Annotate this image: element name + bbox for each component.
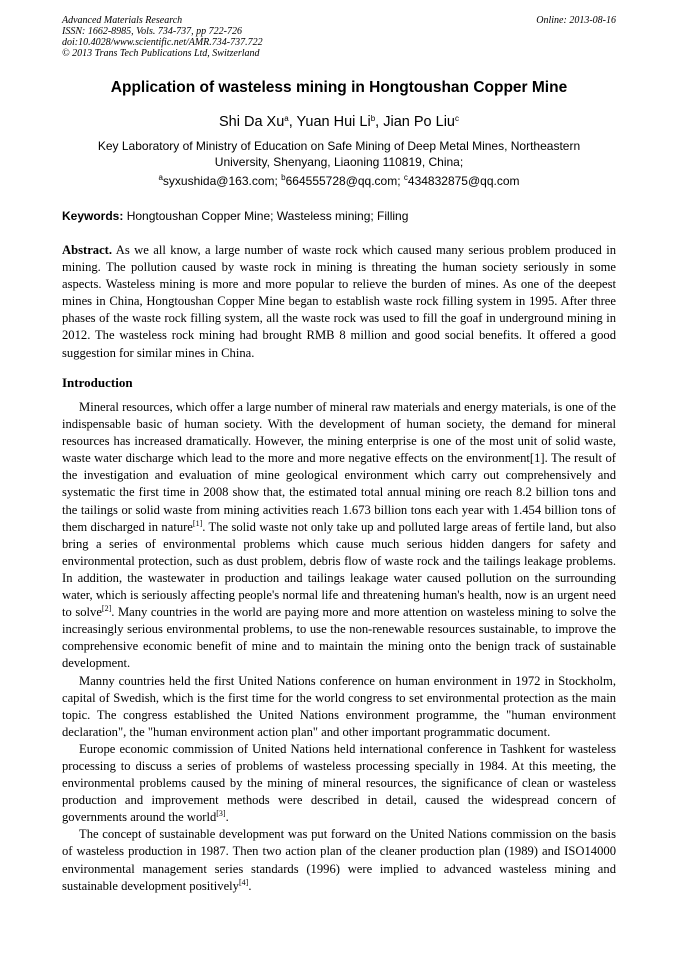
abstract	[62, 242, 616, 362]
citation[interactable]: [1]	[192, 518, 203, 528]
keywords-text: Hongtoushan Copper Mine; Wasteless mining; Filling	[126, 209, 409, 223]
paragraph-text: The concept of sustainable development was put forward on the United Nations commission on the basis of wasteless production in 1987. Then two action plan of the cleaner production plan (1989) and ISO14000 environmental management series standards (1996) were implied to advanced wasteless mining and sustainable development positively	[62, 827, 616, 893]
section-heading: Introduction	[62, 375, 133, 390]
email-address[interactable]: syxushida@163.com;	[162, 174, 278, 188]
author-mark: b	[370, 114, 376, 123]
author-mark: a	[284, 114, 289, 123]
email-address[interactable]: 664555728@qq.com;	[285, 174, 401, 188]
paragraph	[62, 826, 616, 894]
paragraph: Manny countries held the first United Nations conference on human environment in 1972 in Stockholm, capital of Swedish, which is the first time for the world congress to set environmental protection as the main topic. The congress established the United Nations environment programme, the "human environment declaration", the "human environment action plan" and other important programmatic document.	[62, 673, 616, 739]
journal-name: Advanced Materials Research	[62, 15, 183, 26]
paragraph-text: .	[248, 878, 252, 893]
author-list: Shi Da Xu$^a$, Yuan Hui Li$^b$, Jian Po Liu$^c$	[219, 114, 459, 130]
paragraph	[62, 399, 616, 673]
paper-title: Application of wasteless mining in Hongtoushan Copper Mine	[110, 79, 568, 96]
paragraph-text: Mineral resources, which offer a large number of mineral raw materials and energy materials, is one of the indispensable basic of human society. With the development of human society, the demand for mineral resources has increased dramatically. However, the mining enterprise is one of the most unit of solid waste, waste water discharge which lead to the more and more negative effects on the environment[1]. The result of the investigation and evaluation of mine geological environment which carry out comprehensively and systematic the first time in 2008 show that, the estimated total annual mining ore reach 8.2 billion tons and the tailings or solid waste from mining activities reach 1.673 billion tons each year with 1.454 billion tons of them discharged in nature	[62, 400, 616, 534]
abstract-label: Abstract.	[62, 243, 113, 257]
citation[interactable]: [3]	[216, 809, 226, 819]
abstract-text: As we all know, a large number of waste rock which caused many serious problem produced in mining. The pollution caused by waste rock in mining is threating the human society seriously in some aspects. Wasteless mining is more and more popular to relieve the burden of mines. As one of the deepest mines in China, Hongtoushan Copper Mine began to establish waste rock filling system in 1995. After three phases of the waste rock filling system, all the waste rock was used to fill the goaf in underground mining in 2012. The wasteless rock mining had brought RMB 8 million and good social benefits. It offered a good suggestion for similar mines in China.	[62, 243, 616, 360]
email-list	[62, 174, 616, 188]
copyright-line: © 2013 Trans Tech Publications Ltd, Switzerland	[62, 48, 260, 59]
citation[interactable]: [4]	[238, 877, 249, 887]
author-mark: c	[454, 114, 459, 123]
email-mark: b	[281, 173, 286, 182]
author-name: Jian Po Liu	[383, 114, 455, 130]
affiliation: Key Laboratory of Ministry of Education on Safe Mining of Deep Metal Mines, Northeastern University, Shenyang, Liaoning 110819, China;	[97, 139, 581, 169]
paragraph-text: Europe economic commission of United Nations held international conference in Tashkent for wasteless processing to discuss a series of problems of wasteless processing specially in 1984. At this meeting, the environmental problems caused by the mining of mineral resources, the significance of clean or wasteless production and improvement methods were described in detail, caused the widespread concern of governments around the world	[62, 741, 616, 825]
paragraph-text: .	[225, 810, 229, 825]
paragraph	[62, 741, 616, 826]
journal-header	[62, 15, 616, 59]
email-mark: a	[158, 173, 163, 182]
introduction-body	[62, 399, 616, 895]
keywords-label: Keywords:	[62, 209, 124, 223]
author-name: Shi Da Xu	[219, 114, 285, 130]
online-date: Online: 2013-08-16	[536, 15, 616, 26]
citation[interactable]: [2]	[101, 604, 112, 614]
author-name: Yuan Hui Li	[296, 114, 371, 130]
email-address[interactable]: 434832875@qq.com	[407, 174, 520, 188]
issn-line: ISSN: 1662-8985, Vols. 734-737, pp 722-726	[62, 26, 242, 37]
paragraph-text: . Many countries in the world are paying more and more attention on wasteless mining to solve the increasingly serious environmental problems, to use the non-renewable resources sustainable, to improve the comprehensive economic benefit of mine and to maintain the mining onto the benign track of sustainable development.	[62, 605, 616, 671]
email-mark: c	[403, 173, 408, 182]
doi-line: doi:10.4028/www.scientific.net/AMR.734-737.722	[62, 37, 263, 48]
paragraph-text: . The solid waste not only take up and polluted large areas of fertile land, but also bring a series of environmental problems which cause much serious hidden dangers for safety and environmental protection, such as dust problem, debris flow of waste rock and the tailings leakage problems. In addition, the wastewater in production and tailings leakage water caused pollution on the surrounding water, which is seriously affecting people's normal life and threatening human's health, now is an urgent need to solve	[62, 519, 616, 620]
keywords	[62, 209, 616, 223]
